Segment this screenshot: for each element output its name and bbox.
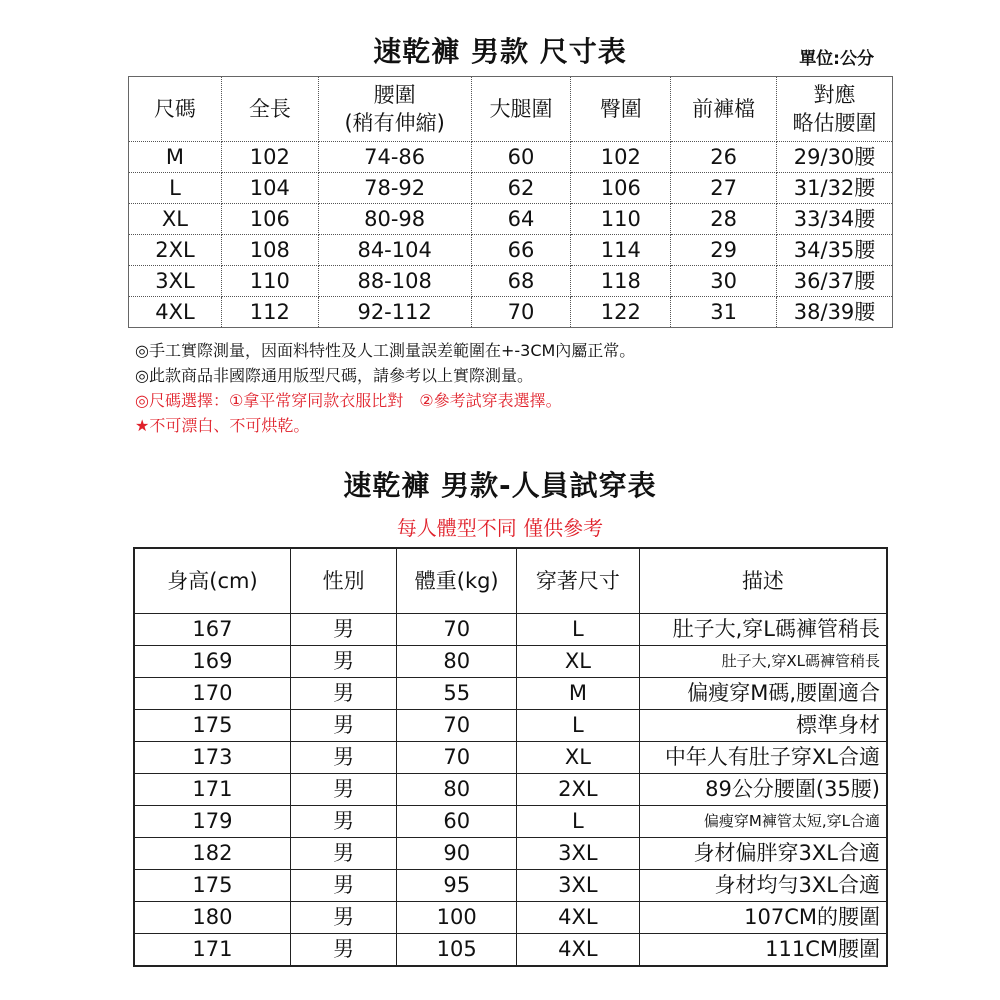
size-row <box>129 204 893 235</box>
size-cell-front-rise: 28 <box>671 204 777 235</box>
size-cell-front-rise: 31 <box>671 297 777 328</box>
header-waist-note: (稍有伸縮) <box>344 111 445 135</box>
size-cell-size: M <box>129 142 222 173</box>
size-cell-hip: 102 <box>571 142 671 173</box>
try-on-cell-worn-size: L <box>517 614 640 646</box>
try-on-cell-description: 中年人有肚子穿XL合適 <box>639 742 887 774</box>
header-height: 身高(cm) <box>134 548 290 614</box>
try-on-cell-weight: 70 <box>397 614 517 646</box>
try-on-row <box>134 774 887 806</box>
header-worn-size: 穿著尺寸 <box>517 548 640 614</box>
try-on-cell-height: 169 <box>134 646 290 678</box>
size-cell-length: 110 <box>221 266 318 297</box>
try-on-cell-worn-size: M <box>517 678 640 710</box>
try-on-row <box>134 838 887 870</box>
size-chart-table <box>128 76 893 328</box>
try-on-cell-weight: 70 <box>397 710 517 742</box>
try-on-cell-gender: 男 <box>290 806 396 838</box>
try-on-cell-gender: 男 <box>290 614 396 646</box>
header-front-rise: 前褲檔 <box>671 77 777 142</box>
try-on-cell-weight: 100 <box>397 902 517 934</box>
try-on-cell-weight: 95 <box>397 870 517 902</box>
try-on-cell-description: 107CM的腰圍 <box>639 902 887 934</box>
try-on-cell-worn-size: 4XL <box>517 934 640 967</box>
try-on-cell-height: 171 <box>134 774 290 806</box>
try-on-cell-description: 標準身材 <box>639 710 887 742</box>
try-on-cell-worn-size: XL <box>517 742 640 774</box>
try-on-row <box>134 614 887 646</box>
size-cell-length: 108 <box>221 235 318 266</box>
size-cell-hip: 122 <box>571 297 671 328</box>
size-cell-size: 4XL <box>129 297 222 328</box>
size-cell-est-waist: 36/37腰 <box>777 266 893 297</box>
size-cell-est-waist: 34/35腰 <box>777 235 893 266</box>
size-cell-thigh: 66 <box>471 235 571 266</box>
size-cell-est-waist: 31/32腰 <box>777 173 893 204</box>
size-cell-size: 2XL <box>129 235 222 266</box>
try-on-row <box>134 646 887 678</box>
try-on-cell-gender: 男 <box>290 710 396 742</box>
size-cell-thigh: 68 <box>471 266 571 297</box>
try-on-title: 速乾褲 男款-人員試穿表 <box>343 469 657 502</box>
note-size-selection: ◎尺碼選擇：①拿平常穿同款衣服比對 ②參考試穿表選擇。 <box>135 391 562 410</box>
size-cell-waist: 78-92 <box>318 173 471 204</box>
try-on-cell-gender: 男 <box>290 838 396 870</box>
try-on-cell-height: 173 <box>134 742 290 774</box>
try-on-cell-worn-size: L <box>517 806 640 838</box>
header-weight: 體重(kg) <box>397 548 517 614</box>
note-care: ★不可漂白、不可烘乾。 <box>135 416 310 435</box>
size-row <box>129 142 893 173</box>
try-on-subtitle: 每人體型不同 僅供參考 <box>396 516 604 540</box>
try-on-cell-weight: 60 <box>397 806 517 838</box>
size-cell-hip: 114 <box>571 235 671 266</box>
size-row <box>129 266 893 297</box>
size-cell-size: 3XL <box>129 266 222 297</box>
size-cell-length: 112 <box>221 297 318 328</box>
header-description: 描述 <box>639 548 887 614</box>
note-non-standard: ◎此款商品非國際通用版型尺碼，請參考以上實際測量。 <box>135 366 533 385</box>
size-cell-hip: 118 <box>571 266 671 297</box>
try-on-cell-description: 肚子大,穿XL碼褲管稍長 <box>639 646 887 678</box>
try-on-cell-height: 175 <box>134 870 290 902</box>
header-hip: 臀圍 <box>571 77 671 142</box>
try-on-cell-gender: 男 <box>290 934 396 967</box>
size-cell-length: 104 <box>221 173 318 204</box>
header-size: 尺碼 <box>129 77 222 142</box>
size-cell-front-rise: 30 <box>671 266 777 297</box>
size-cell-est-waist: 33/34腰 <box>777 204 893 235</box>
try-on-cell-description: 身材偏胖穿3XL合適 <box>639 838 887 870</box>
try-on-row <box>134 742 887 774</box>
try-on-cell-weight: 80 <box>397 646 517 678</box>
size-cell-waist: 80-98 <box>318 204 471 235</box>
size-cell-thigh: 62 <box>471 173 571 204</box>
try-on-cell-gender: 男 <box>290 870 396 902</box>
try-on-row <box>134 902 887 934</box>
try-on-header-row <box>134 548 887 614</box>
try-on-cell-gender: 男 <box>290 678 396 710</box>
try-on-cell-height: 170 <box>134 678 290 710</box>
size-cell-length: 102 <box>221 142 318 173</box>
try-on-cell-worn-size: 3XL <box>517 870 640 902</box>
try-on-cell-weight: 55 <box>397 678 517 710</box>
try-on-cell-gender: 男 <box>290 774 396 806</box>
size-cell-length: 106 <box>221 204 318 235</box>
size-cell-size: XL <box>129 204 222 235</box>
size-cell-size: L <box>129 173 222 204</box>
size-cell-waist: 88-108 <box>318 266 471 297</box>
size-cell-front-rise: 29 <box>671 235 777 266</box>
size-cell-est-waist: 38/39腰 <box>777 297 893 328</box>
header-est-waist-line1: 對應 <box>813 83 856 107</box>
try-on-cell-height: 182 <box>134 838 290 870</box>
try-on-cell-worn-size: XL <box>517 646 640 678</box>
try-on-table <box>133 547 888 967</box>
note-measurement: ◎手工實際測量，因面料特性及人工測量誤差範圍在+-3CM內屬正常。 <box>135 341 636 360</box>
size-row <box>129 173 893 204</box>
try-on-cell-weight: 105 <box>397 934 517 967</box>
try-on-cell-worn-size: L <box>517 710 640 742</box>
try-on-cell-height: 180 <box>134 902 290 934</box>
unit-label: 單位:公分 <box>799 49 874 69</box>
try-on-cell-gender: 男 <box>290 902 396 934</box>
size-cell-thigh: 70 <box>471 297 571 328</box>
try-on-row <box>134 934 887 967</box>
try-on-cell-height: 167 <box>134 614 290 646</box>
try-on-cell-weight: 90 <box>397 838 517 870</box>
try-on-cell-description: 偏瘦穿M碼,腰圍適合 <box>639 678 887 710</box>
size-row <box>129 235 893 266</box>
try-on-cell-description: 偏瘦穿M褲管太短,穿L合適 <box>639 806 887 838</box>
try-on-cell-height: 171 <box>134 934 290 967</box>
try-on-cell-worn-size: 3XL <box>517 838 640 870</box>
size-cell-waist: 84-104 <box>318 235 471 266</box>
try-on-cell-worn-size: 4XL <box>517 902 640 934</box>
header-waist <box>318 77 471 142</box>
try-on-cell-description: 肚子大,穿L碼褲管稍長 <box>639 614 887 646</box>
try-on-cell-weight: 70 <box>397 742 517 774</box>
size-chart-header-row <box>129 77 893 142</box>
size-cell-front-rise: 27 <box>671 173 777 204</box>
try-on-cell-weight: 80 <box>397 774 517 806</box>
try-on-cell-worn-size: 2XL <box>517 774 640 806</box>
size-cell-waist: 92-112 <box>318 297 471 328</box>
try-on-cell-description: 89公分腰圍(35腰) <box>639 774 887 806</box>
size-cell-est-waist: 29/30腰 <box>777 142 893 173</box>
size-cell-thigh: 60 <box>471 142 571 173</box>
size-chart-title: 速乾褲 男款 尺寸表 <box>373 35 627 68</box>
notes <box>135 338 635 438</box>
try-on-row <box>134 678 887 710</box>
size-row <box>129 297 893 328</box>
try-on-cell-description: 111CM腰圍 <box>639 934 887 967</box>
size-cell-hip: 106 <box>571 173 671 204</box>
try-on-cell-height: 179 <box>134 806 290 838</box>
size-cell-hip: 110 <box>571 204 671 235</box>
header-gender: 性別 <box>290 548 396 614</box>
header-est-waist <box>777 77 893 142</box>
try-on-cell-description: 身材均勻3XL合適 <box>639 870 887 902</box>
header-est-waist-line2: 略估腰圍 <box>792 111 877 135</box>
try-on-row <box>134 870 887 902</box>
size-cell-thigh: 64 <box>471 204 571 235</box>
try-on-cell-gender: 男 <box>290 646 396 678</box>
try-on-cell-gender: 男 <box>290 742 396 774</box>
header-length: 全長 <box>221 77 318 142</box>
try-on-row <box>134 806 887 838</box>
header-thigh: 大腿圍 <box>471 77 571 142</box>
size-cell-waist: 74-86 <box>318 142 471 173</box>
header-waist-label: 腰圍 <box>373 83 416 107</box>
try-on-cell-height: 175 <box>134 710 290 742</box>
try-on-row <box>134 710 887 742</box>
size-cell-front-rise: 26 <box>671 142 777 173</box>
